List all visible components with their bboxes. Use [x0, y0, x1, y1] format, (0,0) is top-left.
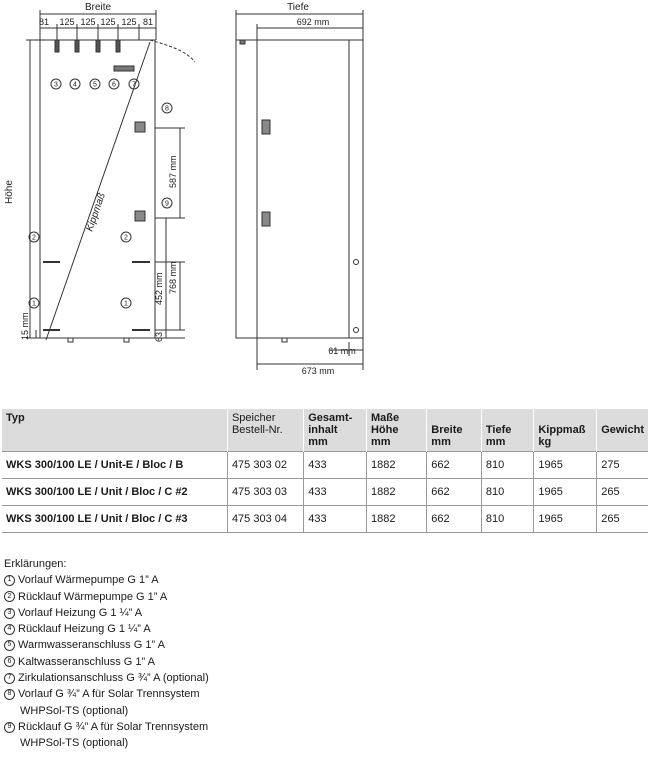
cell-inhalt: 433	[304, 506, 367, 533]
legend-number: 3	[4, 608, 15, 619]
header-gesamt: Gesamt- inhalt mm	[304, 409, 367, 452]
cell-typ: WKS 300/100 LE / Unit / Bloc / C #2	[2, 479, 227, 506]
width-label: Breite	[84, 2, 112, 13]
dim-768: 768 mm	[168, 261, 178, 294]
cell-tiefe: 810	[481, 479, 533, 506]
header-masse: Maße Höhe mm	[366, 409, 426, 452]
callout-5: 5	[93, 81, 97, 89]
callout-8: 8	[165, 105, 169, 113]
dim-673: 673 mm	[301, 366, 335, 376]
callout-4: 4	[73, 81, 77, 89]
legend-item-2	[4, 589, 209, 605]
legend-number: 5	[4, 640, 15, 651]
callout-1-left: 1	[32, 300, 36, 308]
legend-item-6	[4, 654, 209, 670]
legend-item-8	[4, 686, 209, 702]
legend-item-1	[4, 572, 209, 588]
legend-number: 1	[4, 575, 15, 586]
dim-692: 692 mm	[296, 17, 330, 27]
legend-text: Rücklauf Wärmepumpe G 1” A	[18, 590, 168, 603]
header-kipp: Kippmaß kg	[534, 409, 597, 452]
spec-table	[2, 409, 648, 533]
legend-text: Rücklauf Heizung G 1 ¼” A	[18, 623, 151, 636]
cell-nr: 475 303 03	[227, 479, 303, 506]
header-breite: Breite mm	[427, 409, 482, 452]
dim-61: 61 mm	[328, 346, 356, 356]
cell-hoehe: 1882	[366, 452, 426, 479]
cell-nr: 475 303 04	[227, 506, 303, 533]
callout-3: 3	[54, 81, 58, 89]
cell-tiefe: 810	[481, 506, 533, 533]
legend-item-9-cont: WHPSol-TS (optional)	[20, 737, 129, 750]
height-label: Höhe	[4, 180, 15, 204]
cell-typ: WKS 300/100 LE / Unit-E / Bloc / B	[2, 452, 227, 479]
legend-text: Vorlauf Wärmepumpe G 1” A	[18, 574, 159, 587]
legend	[4, 556, 209, 752]
depth-label: Tiefe	[287, 2, 309, 13]
cell-gewicht: 275	[597, 452, 648, 479]
table-header-row	[2, 409, 648, 452]
cell-breite: 662	[427, 506, 482, 533]
legend-item-7	[4, 670, 209, 686]
cell-breite: 662	[427, 479, 482, 506]
legend-text: Rücklauf G ¾” A für Solar Trennsystem	[18, 720, 209, 733]
legend-item-3	[4, 605, 209, 621]
spacing-4: 125	[100, 17, 116, 27]
legend-text: Warmwasseranschluss G 1” A	[18, 639, 165, 652]
cell-inhalt: 433	[304, 452, 367, 479]
legend-item-4	[4, 621, 209, 637]
legend-item-9	[4, 719, 209, 735]
legend-number: 4	[4, 624, 15, 635]
table-row	[2, 506, 648, 533]
spacing-6: 81	[142, 17, 154, 27]
cell-kipp: 1965	[534, 452, 597, 479]
callout-9: 9	[165, 200, 169, 208]
spacing-1: 81	[38, 17, 50, 27]
callout-1-right: 1	[124, 300, 128, 308]
cell-hoehe: 1882	[366, 479, 426, 506]
legend-text: Kaltwasseranschluss G 1” A	[18, 655, 155, 668]
cell-kipp: 1965	[534, 479, 597, 506]
header-speicher: Speicher Bestell-Nr.	[227, 409, 303, 452]
legend-number: 6	[4, 656, 15, 667]
legend-title: Erklärungen:	[4, 558, 67, 570]
cell-typ: WKS 300/100 LE / Unit / Bloc / C #3	[2, 506, 227, 533]
table-row	[2, 452, 648, 479]
cell-inhalt: 433	[304, 479, 367, 506]
legend-item-5	[4, 637, 209, 653]
legend-number: 2	[4, 591, 15, 602]
header-tiefe: Tiefe mm	[481, 409, 533, 452]
legend-item-8-cont: WHPSol-TS (optional)	[20, 704, 129, 717]
dim-452: 452 mm	[154, 272, 164, 305]
dim-15: 15 mm	[20, 312, 30, 340]
legend-text: Vorlauf Heizung G 1 ¼” A	[18, 606, 143, 619]
tilt-label: Kippmaß	[84, 191, 108, 233]
cell-nr: 475 303 02	[227, 452, 303, 479]
cell-hoehe: 1882	[366, 506, 426, 533]
legend-text: Vorlauf G ¾” A für Solar Trennsystem	[18, 688, 200, 701]
legend-number: 9	[4, 722, 15, 733]
legend-number: 7	[4, 673, 15, 684]
header-gewicht: Gewicht	[597, 409, 648, 452]
legend-number: 8	[4, 689, 15, 700]
dim-63: 63	[154, 331, 164, 342]
cell-gewicht: 265	[597, 506, 648, 533]
cell-kipp: 1965	[534, 506, 597, 533]
callout-2-right: 2	[124, 234, 128, 242]
header-typ: Typ	[2, 409, 227, 452]
callout-7: 7	[132, 81, 136, 89]
cell-breite: 662	[427, 452, 482, 479]
callout-2-left: 2	[32, 234, 36, 242]
side-view	[236, 10, 363, 370]
spacing-2: 125	[59, 17, 75, 27]
cell-tiefe: 810	[481, 452, 533, 479]
spacing-3: 125	[80, 17, 96, 27]
callout-6: 6	[112, 81, 116, 89]
cell-gewicht: 265	[597, 479, 648, 506]
legend-text: Zirkulationsanschluss G ¾” A (optional)	[18, 672, 209, 685]
spacing-5: 125	[121, 17, 137, 27]
table-row	[2, 479, 648, 506]
dim-587: 587 mm	[168, 155, 178, 188]
